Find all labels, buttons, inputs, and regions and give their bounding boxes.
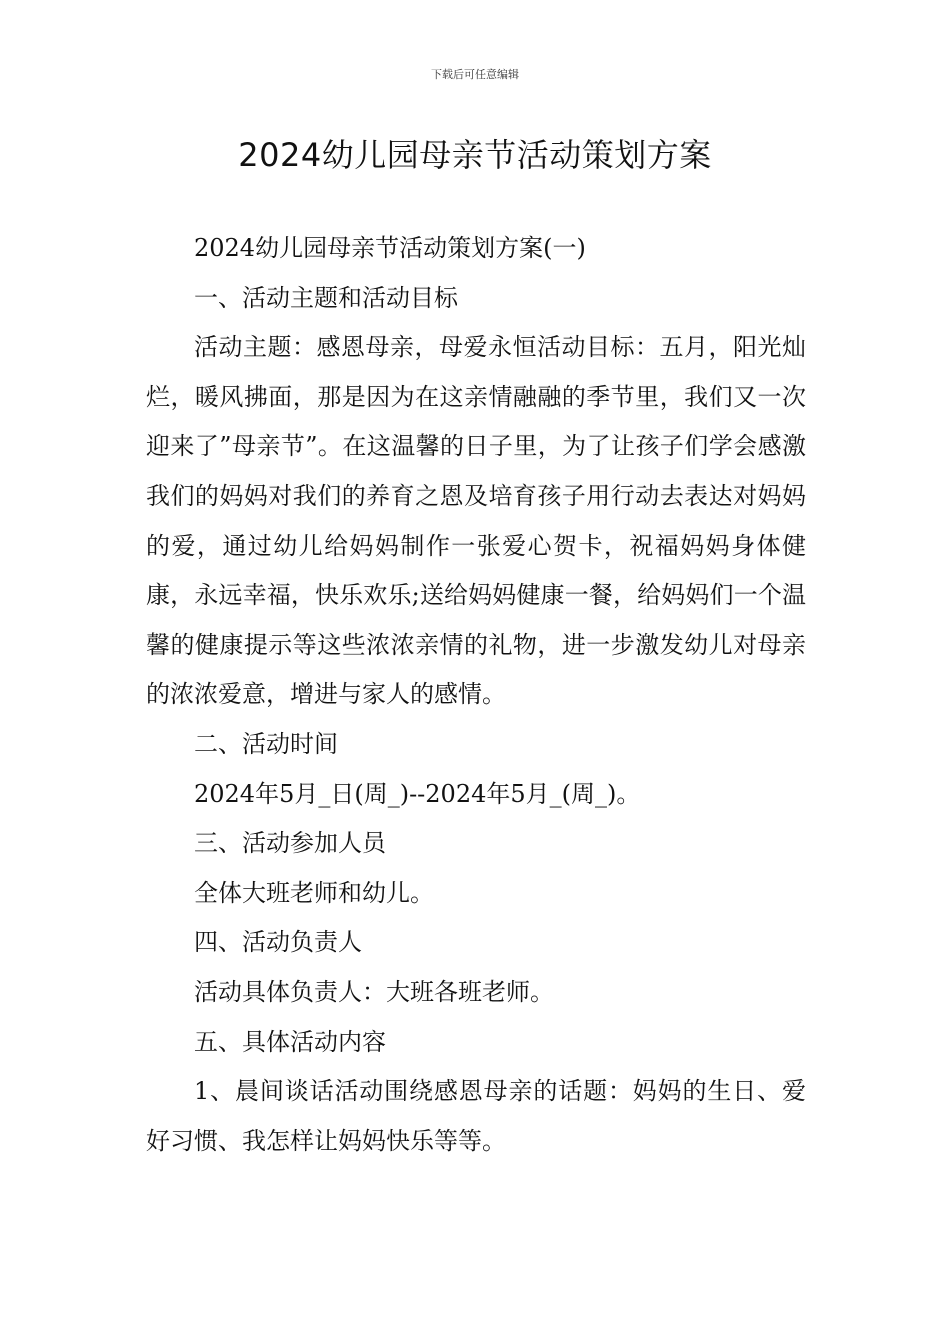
- header-note: 下载后可任意编辑: [431, 68, 519, 81]
- paragraph-theme-body: 活动主题：感恩母亲，母爱永恒活动目标：五月，阳光灿烂，暖风拂面，那是因为在这亲情融融的季节里，我们又一次迎来了”母亲节”。在这温馨的日子里，为了让孩子们学会感激我们的妈妈对我们的养育之恩及培育孩子用行动去表达对妈妈的爱，通过幼儿给妈妈制作一张爱心贺卡，祝福妈妈身体健康，永远幸福，快乐欢乐;送给妈妈健康一餐，给妈妈们一个温馨的健康提示等这些浓浓亲情的礼物，进一步激发幼儿对母亲的浓浓爱意，增进与家人的感情。: [146, 333, 806, 709]
- section-heading-plan-one: 2024幼儿园母亲节活动策划方案(一): [194, 234, 586, 262]
- paragraph-content-item-1: 1、晨间谈话活动围绕感恩母亲的话题：妈妈的生日、爱好习惯、我怎样让妈妈快乐等等。: [146, 1077, 806, 1155]
- section-heading-theme: 一、活动主题和活动目标: [194, 283, 458, 312]
- document-title: 2024幼儿园母亲节活动策划方案: [238, 136, 712, 174]
- section-heading-time: 二、活动时间: [194, 729, 338, 758]
- section-heading-content: 五、具体活动内容: [194, 1027, 386, 1056]
- paragraph-participants-body: 全体大班老师和幼儿。: [194, 878, 434, 907]
- paragraph-time-body: 2024年5月_日(周_)--2024年5月_(周_)。: [194, 779, 641, 808]
- document-body: [146, 224, 806, 1166]
- paragraph-owner-body: 活动具体负责人：大班各班老师。: [194, 977, 554, 1006]
- section-heading-participants: 三、活动参加人员: [194, 829, 386, 858]
- section-heading-owner: 四、活动负责人: [194, 928, 362, 957]
